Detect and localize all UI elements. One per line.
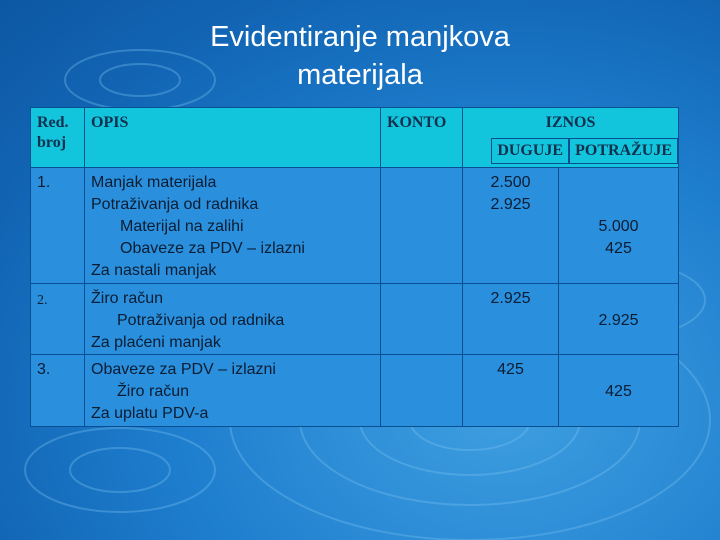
potrazuje-value: 5.000 <box>598 218 639 235</box>
slide-title <box>0 18 720 94</box>
header-red-line: Red. <box>37 114 69 131</box>
row-potrazuje-cell <box>559 284 679 355</box>
table-header-row <box>31 108 679 168</box>
row-number: 3. <box>37 361 51 378</box>
description-line: Obaveze za PDV – izlazni <box>120 240 305 257</box>
potrazuje-value: 2.925 <box>598 312 639 329</box>
journal-table <box>30 107 679 427</box>
duguje-value: 2.925 <box>490 290 531 307</box>
header-potrazuje: POTRAŽUJE <box>569 138 678 164</box>
header-iznos <box>463 108 679 168</box>
header-broj-line: broj <box>37 134 67 151</box>
row-konto-cell <box>381 168 463 284</box>
row-number: 2. <box>37 293 48 308</box>
row-number-cell <box>31 284 85 355</box>
row-konto-cell <box>381 355 463 427</box>
header-iznos-label: IZNOS <box>545 114 596 131</box>
row-potrazuje-cell <box>559 355 679 427</box>
row-potrazuje-cell <box>559 168 679 284</box>
duguje-value: 2.925 <box>490 196 531 213</box>
potrazuje-value: 425 <box>605 383 632 400</box>
title-line-2: materijala <box>297 59 423 91</box>
title-line-1: Evidentiranje manjkova <box>210 21 510 53</box>
description-line: Potraživanja od radnika <box>91 196 259 213</box>
table-row <box>31 355 679 427</box>
header-opis-label: OPIS <box>91 114 129 131</box>
description-line: Obaveze za PDV – izlazni <box>91 361 276 378</box>
header-duguje: DUGUJE <box>491 138 569 164</box>
row-description-cell <box>85 284 381 355</box>
header-opis <box>85 108 381 168</box>
potrazuje-value: 425 <box>605 240 632 257</box>
row-duguje-cell <box>463 168 559 284</box>
description-line: Za plaćeni manjak <box>91 334 221 351</box>
row-description-cell <box>85 168 381 284</box>
description-line: Za nastali manjak <box>91 262 217 279</box>
row-duguje-cell <box>463 284 559 355</box>
row-number-cell <box>31 355 85 427</box>
duguje-value: 425 <box>497 361 524 378</box>
duguje-value: 2.500 <box>490 174 531 191</box>
description-line: Žiro račun <box>117 383 190 400</box>
row-number-cell <box>31 168 85 284</box>
row-konto-cell <box>381 284 463 355</box>
description-line: Manjak materijala <box>91 174 217 191</box>
table-row <box>31 168 679 284</box>
row-number: 1. <box>37 174 51 191</box>
header-konto <box>381 108 463 168</box>
description-line: Potraživanja od radnika <box>117 312 285 329</box>
header-red-broj <box>31 108 85 168</box>
row-description-cell <box>85 355 381 427</box>
row-duguje-cell <box>463 355 559 427</box>
table-row <box>31 284 679 355</box>
description-line: Za uplatu PDV-a <box>91 405 209 422</box>
description-line: Materijal na zalihi <box>120 218 244 235</box>
description-line: Žiro račun <box>91 290 164 307</box>
header-konto-label: KONTO <box>387 114 447 131</box>
